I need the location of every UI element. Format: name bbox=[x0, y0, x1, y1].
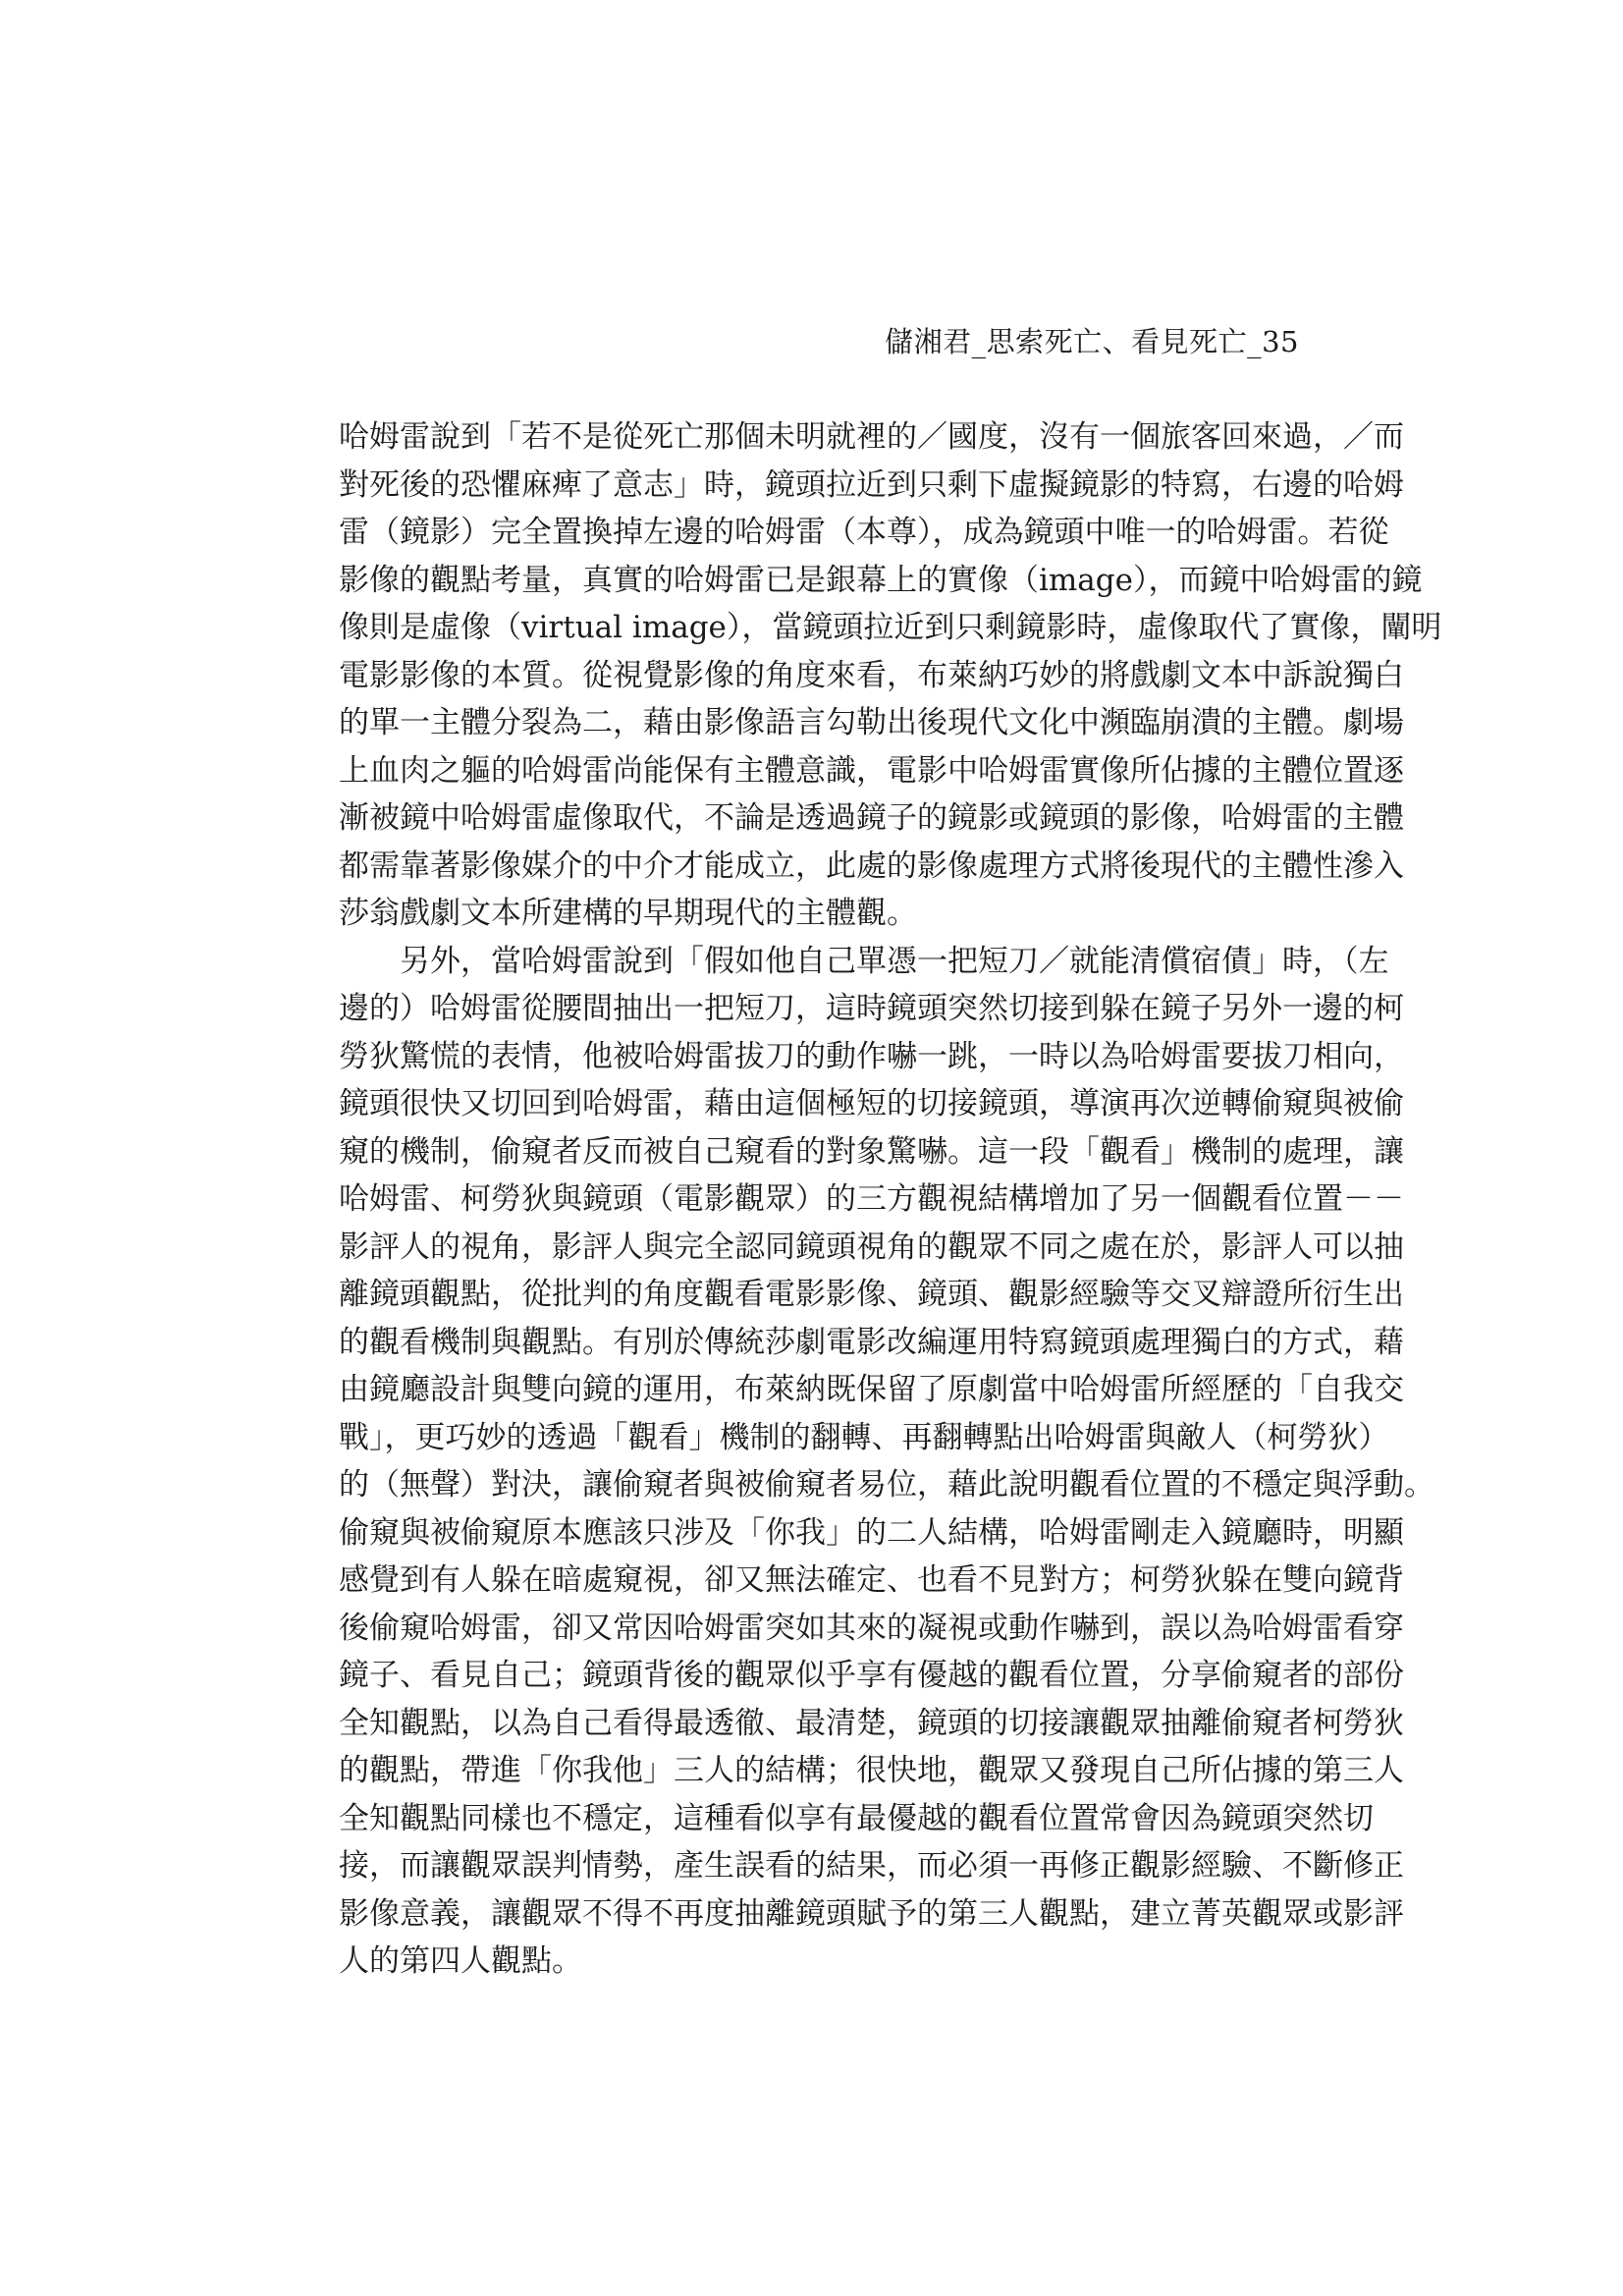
text-line: 偷窺與被偷窺原本應該只涉及「你我」的二人結構，哈姆雷剛走入鏡廳時，明顯 bbox=[339, 1514, 1404, 1551]
text-line: 邊的）哈姆雷從腰間抽出一把短刀，這時鏡頭突然切接到躲在鏡子另外一邊的柯 bbox=[339, 991, 1404, 1026]
text-line: 鏡子、看見自己；鏡頭背後的觀眾似乎享有優越的觀看位置，分享偷窺者的部份 bbox=[339, 1658, 1404, 1693]
text-line: 像則是虛像（virtual image），當鏡頭拉近到只剩鏡影時，虛像取代了實像，闡明 bbox=[339, 610, 1442, 645]
text-line: 窺的機制，偷窺者反而被自己窺看的對象驚嚇。這一段「觀看」機制的處理，讓 bbox=[339, 1133, 1404, 1170]
text-line: 全知觀點同樣也不穩定，這種看似享有最優越的觀看位置常會因為鏡頭突然切 bbox=[339, 1800, 1374, 1836]
text-line: 的觀看機制與觀點。有別於傳統莎劇電影改編運用特寫鏡頭處理獨白的方式，藉 bbox=[339, 1324, 1404, 1360]
text-line: 上血肉之軀的哈姆雷尚能保有主體意識，電影中哈姆雷實像所佔據的主體位置逐 bbox=[339, 752, 1404, 789]
text-line: 由鏡廳設計與雙向鏡的運用，布萊納既保留了原劇當中哈姆雷所經歷的「自我交 bbox=[339, 1372, 1404, 1407]
text-line: 鏡頭很快又切回到哈姆雷，藉由這個極短的切接鏡頭，導演再次逆轉偷窺與被偷 bbox=[339, 1086, 1404, 1121]
text-line: 的（無聲）對決，讓偷窺者與被偷窺者易位，藉此說明觀看位置的不穩定與浮動。 bbox=[339, 1467, 1434, 1503]
paragraph-1 bbox=[339, 413, 1442, 938]
text-line: 的單一主體分裂為二，藉由影像語言勾勒出後現代文化中瀕臨崩潰的主體。劇場 bbox=[339, 705, 1404, 740]
text-line: 的觀點，帶進「你我他」三人的結構；很快地，觀眾又發現自己所佔據的第三人 bbox=[339, 1753, 1404, 1788]
text-line: 全知觀點，以為自己看得最透徹、最清楚，鏡頭的切接讓觀眾抽離偷窺者柯勞狄 bbox=[339, 1705, 1404, 1741]
text-line: 莎翁戲劇文本所建構的早期現代的主體觀。 bbox=[339, 896, 917, 931]
text-line: 哈姆雷說到「若不是從死亡那個未明就裡的／國度，沒有一個旅客回來過，／而 bbox=[339, 419, 1404, 455]
text-line: 影評人的視角，影評人與完全認同鏡頭視角的觀眾不同之處在於，影評人可以抽 bbox=[339, 1229, 1404, 1265]
text-line: 感覺到有人躲在暗處窺視，卻又無法確定、也看不見對方；柯勞狄躲在雙向鏡背 bbox=[339, 1562, 1404, 1598]
text-line: 影像的觀點考量，真實的哈姆雷已是銀幕上的實像（image），而鏡中哈姆雷的鏡 bbox=[339, 562, 1423, 598]
text-line: 後偷窺哈姆雷，卻又常因哈姆雷突如其來的凝視或動作嚇到，誤以為哈姆雷看穿 bbox=[339, 1610, 1404, 1646]
text-line: 漸被鏡中哈姆雷虛像取代，不論是透過鏡子的鏡影或鏡頭的影像，哈姆雷的主體 bbox=[339, 800, 1404, 836]
paragraph-2 bbox=[339, 938, 1434, 1986]
text-line: 電影影像的本質。從視覺影像的角度來看，布萊納巧妙的將戲劇文本中訴說獨白 bbox=[339, 657, 1404, 693]
running-header: 儲湘君_思索死亡、看見死亡_35 bbox=[885, 325, 1299, 358]
text-line: 離鏡頭觀點，從批判的角度觀看電影影像、鏡頭、觀影經驗等交叉辯證所衍生出 bbox=[339, 1277, 1404, 1312]
body-text bbox=[339, 413, 1442, 1986]
text-line: 影像意義，讓觀眾不得不再度抽離鏡頭賦予的第三人觀點，建立菁英觀眾或影評 bbox=[339, 1895, 1404, 1932]
text-line: 接，而讓觀眾誤判情勢，產生誤看的結果，而必須一再修正觀影經驗、不斷修正 bbox=[339, 1848, 1404, 1884]
text-line: 另外，當哈姆雷說到「假如他自己單憑一把短刀／就能清償宿債」時，（左 bbox=[339, 943, 1389, 979]
text-line: 哈姆雷、柯勞狄與鏡頭（電影觀眾）的三方觀視結構增加了另一個觀看位置－－ bbox=[339, 1181, 1404, 1217]
text-line: 戰」，更巧妙的透過「觀看」機制的翻轉、再翻轉點出哈姆雷與敵人（柯勞狄） bbox=[339, 1419, 1389, 1455]
text-line: 勞狄驚慌的表情，他被哈姆雷拔刀的動作嚇一跳，一時以為哈姆雷要拔刀相向， bbox=[339, 1038, 1404, 1074]
text-line: 雷（鏡影）完全置換掉左邊的哈姆雷（本尊），成為鏡頭中唯一的哈姆雷。若從 bbox=[339, 515, 1389, 550]
text-line: 都需靠著影像媒介的中介才能成立，此處的影像處理方式將後現代的主體性滲入 bbox=[339, 847, 1404, 884]
text-line: 對死後的恐懼麻痺了意志」時，鏡頭拉近到只剩下虛擬鏡影的特寫，右邊的哈姆 bbox=[339, 466, 1404, 503]
text-line: 人的第四人觀點。 bbox=[339, 1943, 582, 1979]
